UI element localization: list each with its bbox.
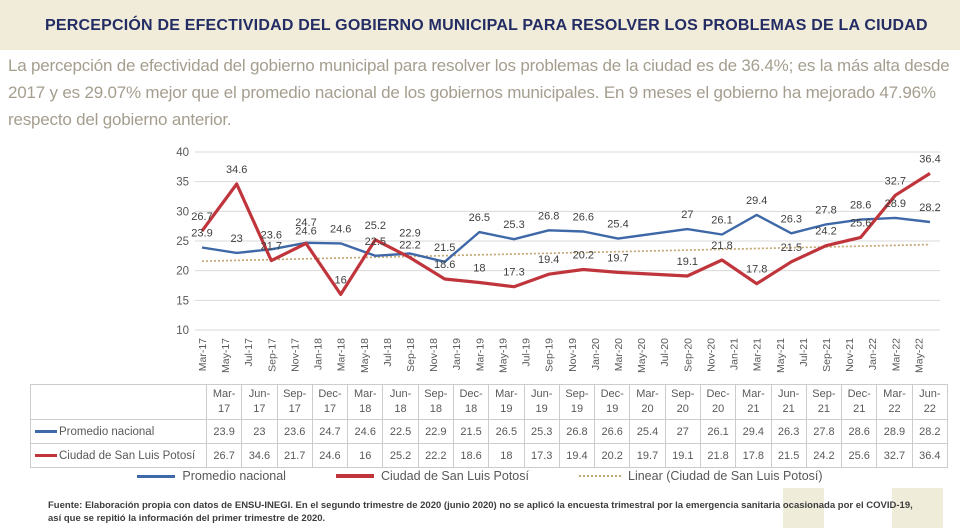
x-axis-tick-label: Jan-19 — [451, 338, 464, 371]
x-axis-tick-label: Mar-19 — [474, 338, 487, 372]
data-label: 21.8 — [711, 240, 733, 252]
table-corner-cell — [31, 385, 207, 420]
legend-item-ciudad-slp — [336, 469, 529, 483]
table-cell: 25.3 — [524, 420, 559, 444]
x-axis-tick-label: Jul-20 — [659, 338, 672, 367]
table-cell: 23.6 — [277, 420, 312, 444]
table-col-header: Sep- 21 — [806, 385, 841, 420]
table-col-header: Jun- 22 — [912, 385, 947, 420]
data-label: 26.7 — [191, 210, 213, 223]
x-axis-tick-label: Jul-21 — [797, 338, 810, 367]
table-cell: 23.9 — [207, 420, 242, 444]
table-cell: 25.6 — [842, 444, 877, 468]
data-label: 22.2 — [399, 239, 421, 252]
table-col-header: Dec- 18 — [453, 385, 488, 420]
blue-line-marker-icon — [137, 475, 175, 478]
data-label: 20.2 — [572, 249, 595, 262]
table-col-header: Dec- 17 — [312, 385, 347, 420]
table-col-header: Jun- 19 — [524, 385, 559, 420]
table-cell: 17.3 — [524, 444, 559, 468]
table-col-header: Dec- 21 — [842, 385, 877, 420]
table-cell: 24.7 — [312, 420, 347, 444]
table-cell: 22.2 — [418, 444, 453, 468]
x-axis-tick-label: Jul-18 — [381, 338, 394, 367]
data-label: 24.7 — [295, 216, 317, 229]
x-axis-tick-label: May-21 — [774, 338, 787, 374]
table-row — [31, 420, 948, 444]
legend-label: Ciudad de San Luis Potosí — [380, 469, 529, 483]
table-cell: 26.3 — [771, 420, 806, 444]
title-band — [0, 0, 960, 50]
x-axis-tick-label: May-18 — [358, 338, 371, 374]
data-label: 27 — [681, 209, 694, 222]
data-label: 28.2 — [919, 202, 941, 214]
table-cell: 29.4 — [736, 420, 771, 444]
red-line-marker-icon — [336, 474, 374, 478]
table-col-header: Jun- 21 — [771, 385, 806, 420]
x-axis-tick-label: Nov-19 — [566, 338, 579, 372]
x-axis-tick-label: Mar-17 — [197, 338, 209, 372]
data-label: 17.3 — [503, 266, 525, 279]
legend-label: Linear (Ciudad de San Luis Potosí) — [628, 469, 823, 483]
data-label: 24.2 — [815, 225, 837, 238]
data-label: 24.6 — [329, 223, 352, 236]
x-axis-tick-label: May-22 — [913, 338, 926, 374]
table-cell: 25.2 — [383, 444, 418, 468]
table-col-header: Dec- 20 — [700, 385, 735, 420]
data-label: 23.9 — [191, 227, 213, 240]
x-axis-tick-label: Nov-18 — [428, 338, 441, 372]
source-footnote: Fuente: Elaboración propia con datos de ENSU-INEGI. En el segundo trimestre de 2020 (junio 2020) no se aplicó la encuesta trimestral por la emergencia sanitaria ocasionada por el COVID-19, así que se repitió la información del primer trimestre de 2020. — [48, 500, 913, 524]
data-label: 25.3 — [503, 219, 525, 232]
x-axis-tick-label: May-19 — [497, 338, 510, 374]
table-cell: 34.6 — [242, 444, 277, 468]
table-col-header: Mar- 19 — [489, 385, 524, 420]
table-cell: 28.9 — [877, 420, 912, 444]
data-label: 34.6 — [225, 164, 248, 176]
table-cell: 18 — [489, 444, 524, 468]
data-label: 18.6 — [433, 259, 456, 271]
legend-item-trendline — [579, 469, 823, 483]
table-row-label: Ciudad de San Luis Potosí — [31, 444, 207, 468]
table-cell: 28.2 — [912, 420, 947, 444]
table-cell: 21.5 — [453, 420, 488, 444]
x-axis-tick-label: Jul-19 — [520, 338, 533, 367]
table-col-header: Sep- 18 — [418, 385, 453, 420]
data-label: 26.3 — [780, 213, 803, 226]
legend-label: Promedio nacional — [182, 469, 286, 483]
y-axis-tick-label: 20 — [176, 265, 189, 278]
table-cell: 22.5 — [383, 420, 418, 444]
table-cell: 26.5 — [489, 420, 524, 444]
x-axis-tick-label: Mar-22 — [890, 338, 903, 372]
intro-paragraph: La percepción de efectividad del gobierno municipal para resolver los problemas de la ciudad es de 36.4%; es la más alta desde 2017 y es 29.07% mejor que el promedio nacional de los gobiernos municipales. En 9 meses el gobierno ha mejorado 47.96% respecto del gobierno anterior. — [8, 56, 950, 129]
x-axis-tick-label: Nov-17 — [289, 338, 302, 372]
data-label: 21.5 — [433, 241, 456, 254]
data-label: 26.6 — [572, 211, 595, 224]
x-axis-tick-label: Nov-20 — [705, 338, 718, 372]
table-col-header: Sep- 19 — [559, 385, 594, 420]
data-label: 28.6 — [849, 199, 872, 212]
data-label: 21.7 — [260, 240, 283, 253]
table-cell: 17.8 — [736, 444, 771, 468]
data-label: 21.5 — [780, 241, 803, 254]
x-axis-tick-label: Sep-19 — [543, 338, 556, 372]
table-cell: 19.4 — [559, 444, 594, 468]
data-label: 19.1 — [676, 256, 699, 268]
table-col-header: Mar- 18 — [348, 385, 383, 420]
line-chart — [0, 140, 960, 385]
y-axis-tick-label: 15 — [176, 295, 189, 308]
x-axis-tick-label: Mar-20 — [613, 338, 625, 372]
x-axis-tick-label: May-17 — [220, 338, 233, 374]
data-label: 17.8 — [745, 263, 768, 276]
series-line-marker-icon — [35, 454, 57, 457]
series-line-marker-icon — [35, 430, 57, 433]
data-label: 32.7 — [884, 175, 907, 188]
table-cell: 26.1 — [700, 420, 735, 444]
data-table — [30, 384, 948, 468]
table-cell: 21.5 — [771, 444, 806, 468]
table-cell: 21.8 — [700, 444, 735, 468]
table-cell: 32.7 — [877, 444, 912, 468]
table-cell: 24.6 — [348, 420, 383, 444]
table-col-header: Mar- 20 — [630, 385, 665, 420]
table-cell: 20.2 — [595, 444, 630, 468]
data-label: 24.6 — [295, 225, 317, 238]
data-label: 23.6 — [260, 229, 283, 242]
page-title: PERCEPCIÓN DE EFECTIVIDAD DEL GOBIERNO MUNICIPAL PARA RESOLVER LOS PROBLEMAS DE LA CIUDAD — [45, 17, 928, 34]
table-cell: 19.1 — [665, 444, 700, 468]
table-col-header: Mar- 21 — [736, 385, 771, 420]
data-label: 26.5 — [468, 212, 491, 225]
table-col-header: Sep- 17 — [277, 385, 312, 420]
data-label: 19.4 — [537, 254, 560, 267]
data-label: 16 — [334, 274, 347, 287]
x-axis-tick-label: Sep-18 — [405, 338, 417, 372]
table-cell: 28.6 — [842, 420, 877, 444]
x-axis-tick-label: May-20 — [636, 338, 649, 374]
table-cell: 19.7 — [630, 444, 665, 468]
data-label: 23 — [230, 232, 243, 245]
table-col-header: Jun- 17 — [242, 385, 277, 420]
data-label: 25.2 — [364, 219, 387, 232]
x-axis-tick-label: Sep-20 — [682, 338, 695, 372]
table-cell: 26.6 — [595, 420, 630, 444]
x-axis-tick-label: Mar-18 — [335, 338, 348, 372]
x-axis-tick-label: Sep-21 — [821, 338, 833, 372]
x-axis-tick-label: Mar-21 — [751, 338, 764, 372]
table-col-header: Sep- 20 — [665, 385, 700, 420]
x-axis-tick-label: Jan-18 — [312, 338, 325, 371]
table-cell: 24.6 — [312, 444, 347, 468]
y-axis-tick-label: 25 — [176, 236, 189, 248]
table-col-header: Jun- 18 — [383, 385, 418, 420]
data-label: 36.4 — [919, 153, 941, 166]
data-label: 29.4 — [745, 194, 768, 207]
table-cell: 23 — [242, 420, 277, 444]
table-row-label: Promedio nacional — [31, 420, 207, 444]
data-label: 22.9 — [399, 227, 421, 240]
table-cell: 16 — [348, 444, 383, 468]
x-axis-tick-label: Jan-21 — [728, 338, 741, 371]
table-cell: 24.2 — [806, 444, 841, 468]
table-cell: 18.6 — [453, 444, 488, 468]
table-cell: 22.9 — [418, 420, 453, 444]
table-row — [31, 444, 948, 468]
data-label: 26.8 — [537, 210, 560, 223]
table-cell: 25.4 — [630, 420, 665, 444]
y-axis-tick-label: 35 — [176, 176, 189, 189]
data-label: 19.7 — [607, 252, 629, 265]
table-cell: 27.8 — [806, 420, 841, 444]
x-axis-tick-label: Sep-17 — [266, 338, 279, 372]
table-cell: 26.7 — [207, 444, 242, 468]
table-cell: 27 — [665, 420, 700, 444]
data-label: 22.5 — [364, 235, 387, 248]
table-col-header: Mar- 17 — [207, 385, 242, 420]
x-axis-tick-label: Jan-20 — [589, 338, 602, 371]
chart-legend — [0, 469, 960, 483]
legend-item-promedio-nacional — [137, 469, 286, 483]
x-axis-tick-label: Jul-17 — [243, 338, 256, 367]
y-axis-tick-label: 30 — [176, 206, 189, 219]
data-label: 25.6 — [849, 217, 872, 230]
dotted-line-marker-icon — [579, 475, 621, 477]
x-axis-tick-label: Jan-22 — [867, 338, 880, 371]
table-col-header: Dec- 19 — [595, 385, 630, 420]
x-axis-tick-label: Nov-21 — [844, 338, 857, 372]
table-col-header: Mar- 22 — [877, 385, 912, 420]
data-label: 26.1 — [711, 214, 733, 227]
y-axis-tick-label: 40 — [176, 147, 189, 159]
table-cell: 21.7 — [277, 444, 312, 468]
y-axis-tick-label: 10 — [176, 325, 189, 337]
table-cell: 26.8 — [559, 420, 594, 444]
data-label: 25.4 — [607, 218, 629, 231]
data-label: 18 — [473, 262, 486, 275]
data-label: 28.9 — [884, 197, 907, 210]
data-label: 27.8 — [815, 204, 837, 217]
table-cell: 36.4 — [912, 444, 947, 468]
